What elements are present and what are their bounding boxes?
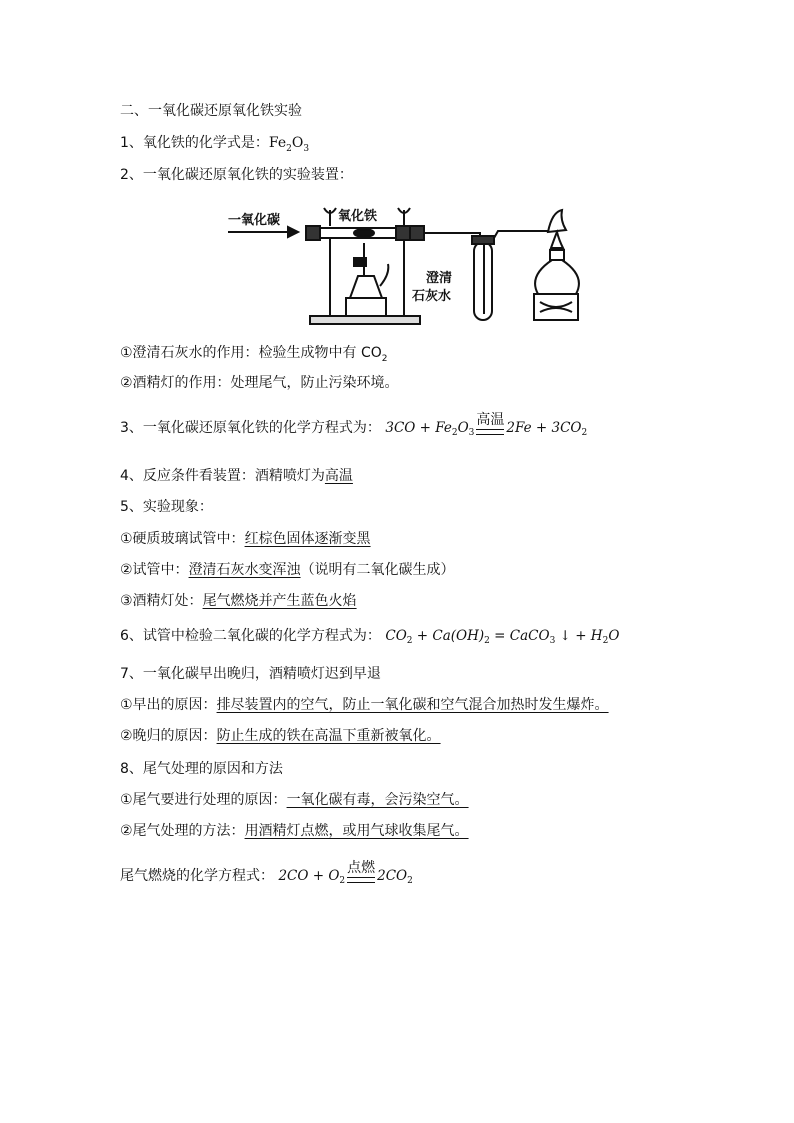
- item-4-answer: 高温: [324, 468, 353, 484]
- item-2: 2、一氧化碳还原氧化铁的实验装置：: [120, 167, 353, 183]
- item-6: 6、试管中检验二氧化碳的化学方程式为： $CO_2 + Ca(OH)_2$ = CaCO$_3$ ↓ + $H_2O$: [120, 628, 620, 646]
- phenomenon-2: ②试管中：澄清石灰水变浑浊（说明有二氧化碳生成）: [120, 562, 455, 578]
- item-1: [120, 133, 309, 159]
- item-3-label: 3、一氧化碳还原氧化铁的化学方程式为：: [120, 420, 381, 436]
- item-8: 8、尾气处理的原因和方法: [120, 761, 283, 777]
- early-reason-answer: 排尽装置内的空气，防止一氧化碳和空气混合加热时发生爆炸。: [216, 697, 609, 713]
- tail-gas-equation-line: 尾气燃烧的化学方程式： $2CO + O_2$ 点燃 $2CO_2$: [120, 860, 413, 886]
- late-reason-answer: 防止生成的铁在高温下重新被氧化。: [216, 728, 441, 744]
- tail-gas-method: ②尾气处理的方法：用酒精灯点燃，或用气球收集尾气。: [120, 823, 469, 839]
- fe2o3-formula: $Fe_2O_3$: [268, 135, 310, 154]
- role-limewater: ①澄清石灰水的作用：检验生成物中有 $CO_2$: [120, 345, 388, 364]
- item-7: 7、一氧化碳早出晚归，酒精喷灯迟到早退: [120, 666, 381, 682]
- tail-gas-reason-answer: 一氧化碳有毒，会污染空气。: [286, 792, 469, 808]
- item-5: 5、实验现象：: [120, 499, 213, 515]
- early-reason: ①早出的原因：排尽装置内的空气，防止一氧化碳和空气混合加热时发生爆炸。: [120, 697, 609, 713]
- co2-test-equation: $CO_2 + Ca(OH)_2$ = CaCO$_3$ ↓ + $H_2O$: [385, 628, 620, 646]
- item-3: [120, 412, 588, 445]
- reduction-equation: $3CO + Fe_2O_3$ 高温 $2Fe + 3CO_2$: [385, 412, 588, 438]
- combustion-equation: $2CO + O_2$ 点燃 $2CO_2$: [278, 860, 413, 886]
- limewater-label-1: 澄清: [426, 271, 453, 286]
- phenomenon-3: ③酒精灯处：尾气燃烧并产生蓝色火焰: [120, 593, 357, 609]
- section-heading: 二、一氧化碳还原氧化铁实验: [120, 103, 302, 119]
- oxide-label: 氧化铁: [338, 209, 378, 224]
- phenomenon-1: ①硬质玻璃试管中：红棕色固体逐渐变黑: [120, 531, 371, 547]
- phenomenon-3-answer: 尾气燃烧并产生蓝色火焰: [202, 593, 357, 609]
- phenomenon-2-answer: 澄清石灰水变浑浊: [188, 562, 301, 578]
- apparatus-figure: [228, 198, 580, 330]
- limewater-label-2: 石灰水: [412, 289, 452, 304]
- item-1-label: 1、氧化铁的化学式是：: [120, 135, 269, 151]
- tail-gas-method-answer: 用酒精灯点燃，或用气球收集尾气。: [244, 823, 469, 839]
- tail-gas-reason: ①尾气要进行处理的原因：一氧化碳有毒，会污染空气。: [120, 792, 469, 808]
- item-4: 4、反应条件看装置：酒精喷灯为高温: [120, 468, 353, 484]
- gas-label: 一氧化碳: [228, 213, 281, 228]
- phenomenon-1-answer: 红棕色固体逐渐变黑: [244, 531, 371, 547]
- combustion-condition: 点燃: [347, 861, 375, 883]
- role-alcohol-lamp: ②酒精灯的作用：处理尾气，防止污染环境。: [120, 375, 399, 391]
- reaction-condition: 高温: [476, 413, 504, 435]
- late-reason: ②晚归的原因：防止生成的铁在高温下重新被氧化。: [120, 728, 441, 744]
